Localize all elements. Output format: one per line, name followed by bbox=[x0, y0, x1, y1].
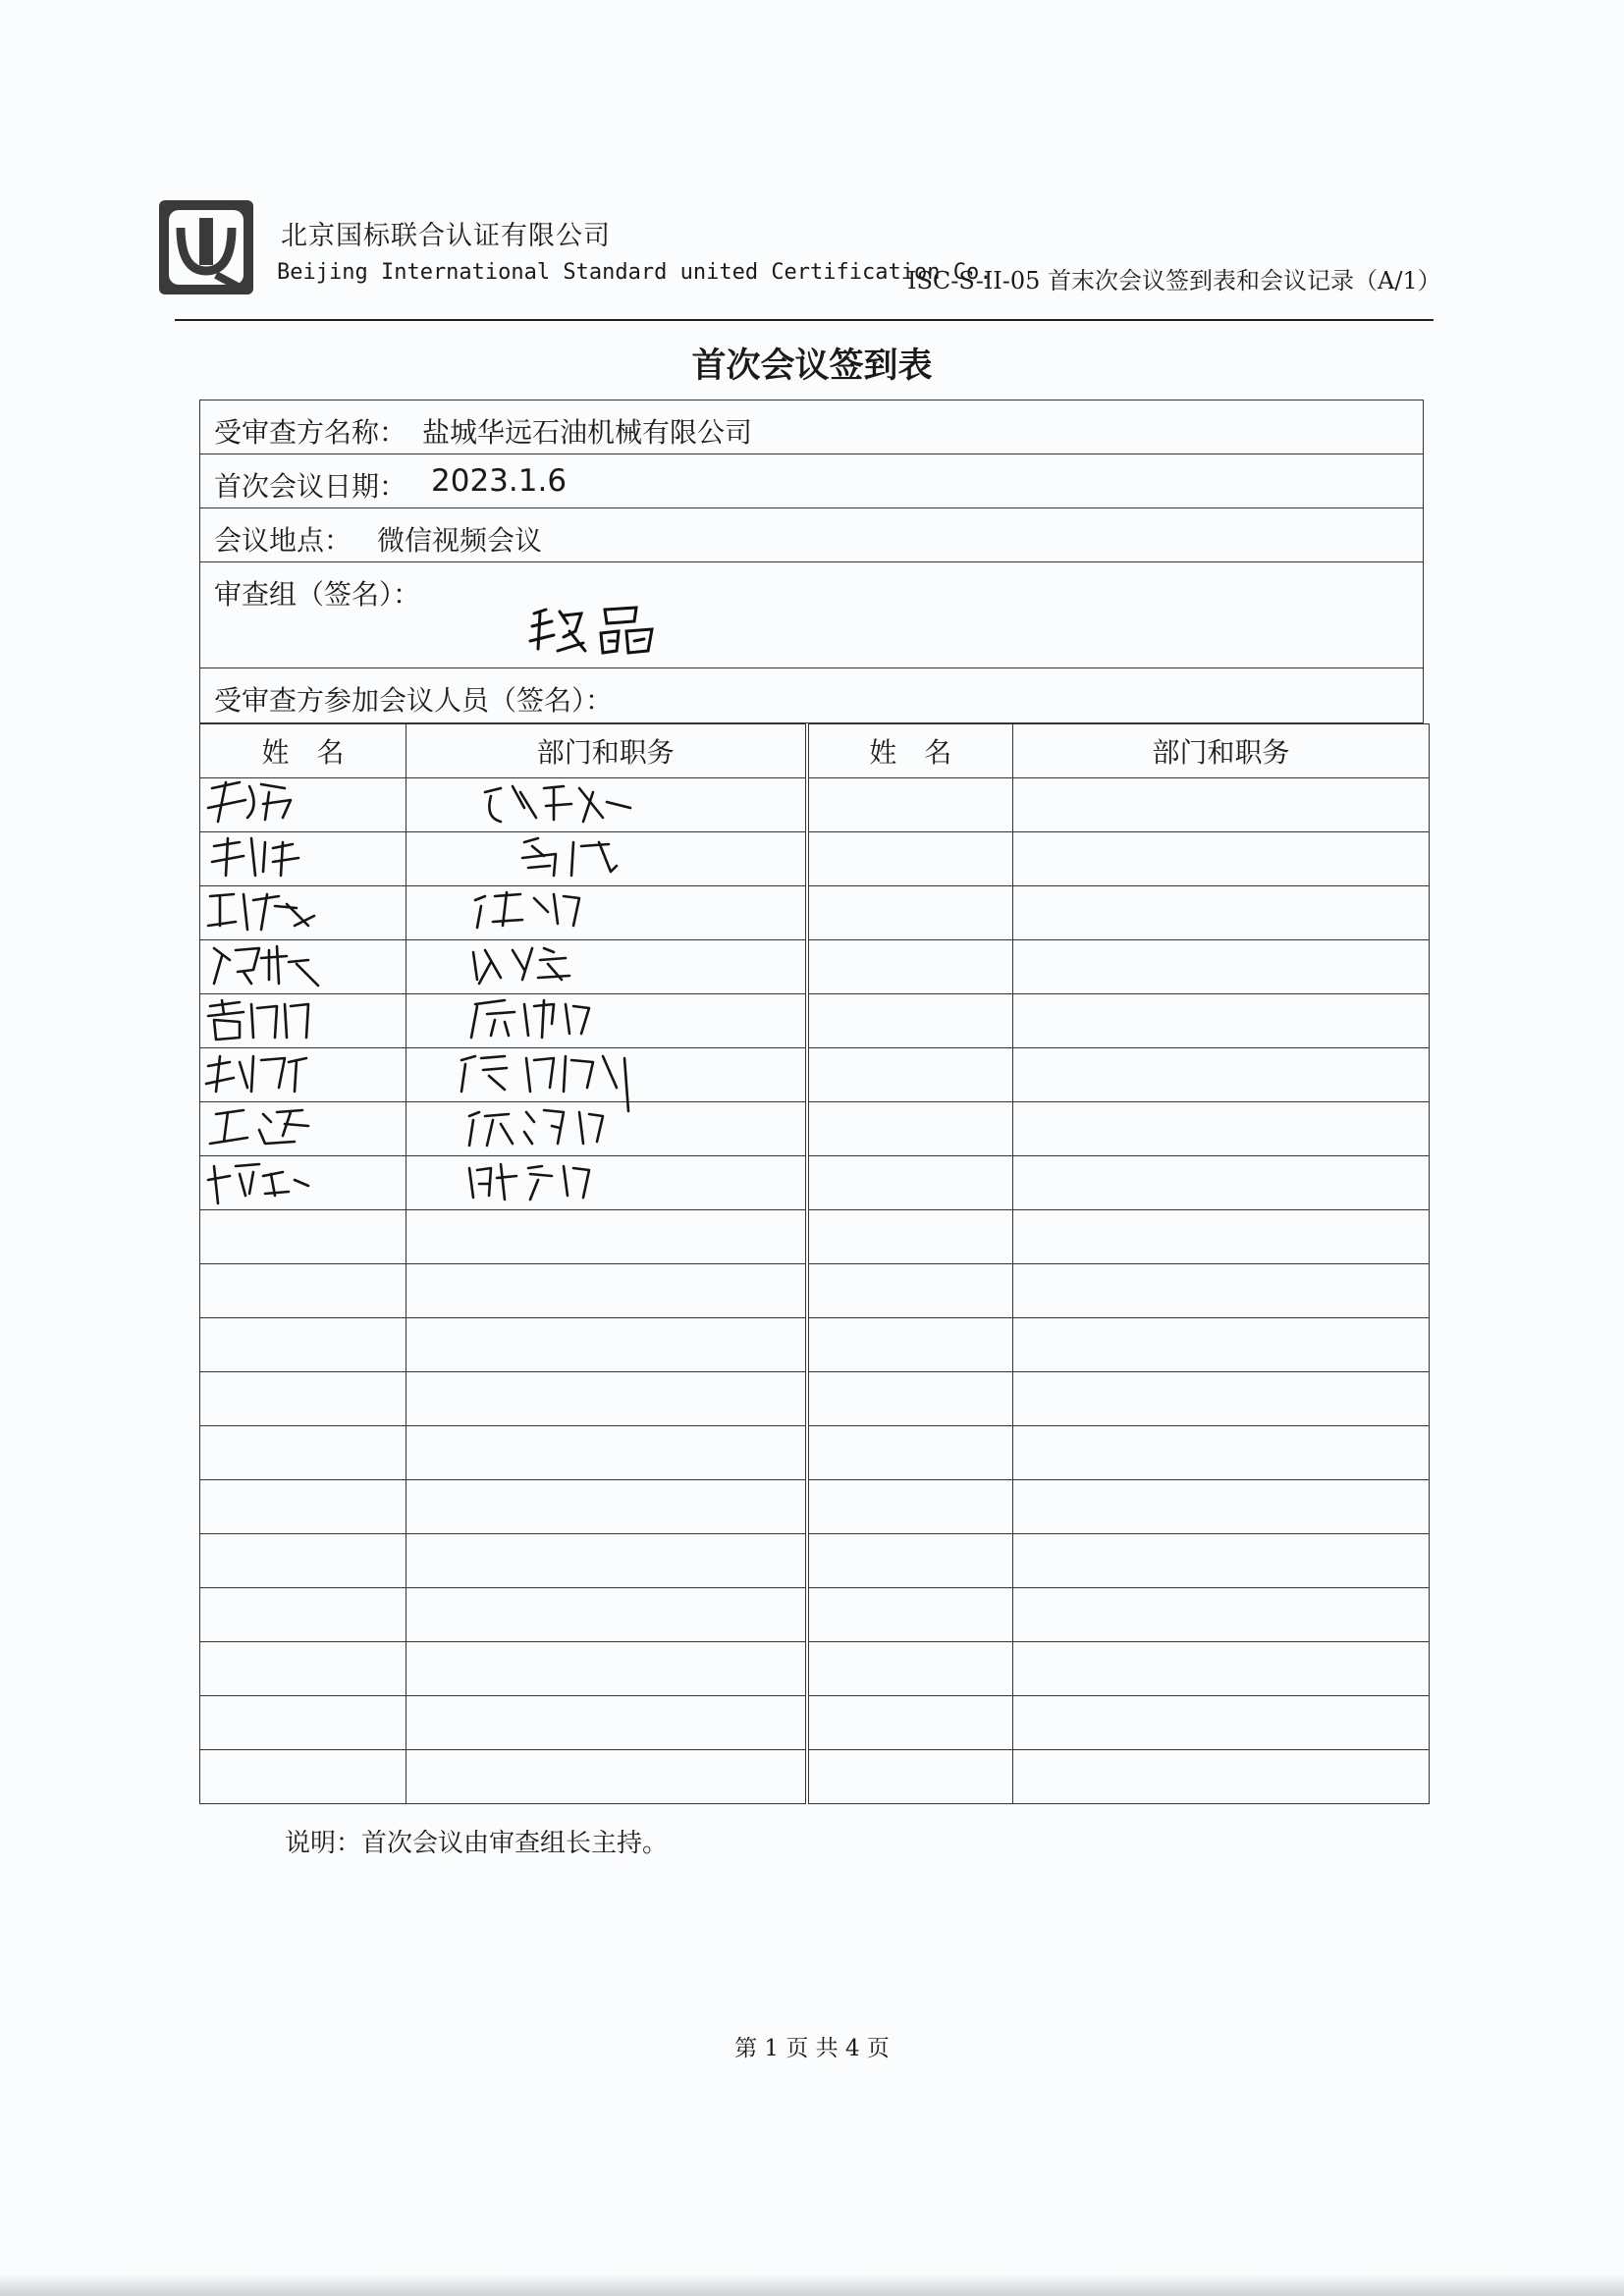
handwritten-dept-signature bbox=[406, 1156, 807, 1209]
name-cell-right bbox=[807, 1642, 1013, 1696]
name-cell bbox=[200, 1210, 406, 1264]
dept-cell-right bbox=[1013, 1534, 1430, 1588]
table-row bbox=[200, 1696, 1430, 1750]
table-row bbox=[200, 1642, 1430, 1696]
handwritten-name-signature bbox=[200, 1048, 406, 1101]
audit-team-row bbox=[200, 562, 1423, 668]
dept-cell bbox=[406, 1696, 807, 1750]
handwritten-name-signature bbox=[200, 940, 406, 993]
name-cell-right bbox=[807, 1750, 1013, 1804]
name-cell bbox=[200, 940, 406, 994]
name-cell bbox=[200, 1372, 406, 1426]
name-cell bbox=[200, 778, 406, 832]
name-cell bbox=[200, 1048, 406, 1102]
dept-cell-right bbox=[1013, 1156, 1430, 1210]
audit-team-signature bbox=[524, 602, 681, 661]
table-header-row bbox=[200, 724, 1430, 778]
dept-cell-right bbox=[1013, 1750, 1430, 1804]
dept-cell bbox=[406, 1156, 807, 1210]
handwritten-name-signature bbox=[200, 1156, 406, 1209]
table-row bbox=[200, 940, 1430, 994]
dept-cell bbox=[406, 1048, 807, 1102]
name-cell bbox=[200, 1696, 406, 1750]
table-row bbox=[200, 994, 1430, 1048]
name-cell bbox=[200, 1156, 406, 1210]
dept-cell bbox=[406, 1426, 807, 1480]
table-row bbox=[200, 1480, 1430, 1534]
company-name-en: Beijing International Standard united Certification Co. bbox=[277, 260, 993, 285]
name-cell bbox=[200, 1588, 406, 1642]
attendance-table bbox=[199, 723, 1430, 1804]
dept-cell bbox=[406, 778, 807, 832]
dept-cell bbox=[406, 1210, 807, 1264]
name-cell bbox=[200, 1642, 406, 1696]
dept-cell-right bbox=[1013, 1210, 1430, 1264]
scan-edge bbox=[0, 2273, 1624, 2296]
table-row bbox=[200, 1210, 1430, 1264]
name-cell-right bbox=[807, 1372, 1013, 1426]
attendees-label: 受审查方参加会议人员（签名）： bbox=[214, 684, 614, 717]
header-name-left: 姓 名 bbox=[200, 724, 406, 778]
name-cell bbox=[200, 1426, 406, 1480]
name-cell-right bbox=[807, 1480, 1013, 1534]
name-cell-right bbox=[807, 1588, 1013, 1642]
location-row bbox=[200, 508, 1423, 562]
dept-cell-right bbox=[1013, 994, 1430, 1048]
location-label: 会议地点： bbox=[214, 524, 352, 557]
dept-cell bbox=[406, 1264, 807, 1318]
table-row bbox=[200, 1372, 1430, 1426]
dept-cell bbox=[406, 940, 807, 994]
table-row bbox=[200, 1534, 1430, 1588]
date-row bbox=[200, 454, 1423, 508]
dept-cell bbox=[406, 1588, 807, 1642]
attendees-row bbox=[200, 668, 1423, 722]
dept-cell-right bbox=[1013, 832, 1430, 886]
note-text: 说明：首次会议由审查组长主持。 bbox=[285, 1829, 669, 1858]
handwritten-name-signature bbox=[200, 1102, 406, 1155]
dept-cell-right bbox=[1013, 1426, 1430, 1480]
handwritten-dept-signature bbox=[406, 940, 807, 993]
date-value: 2023.1.6 bbox=[431, 463, 568, 499]
dept-cell-right bbox=[1013, 1588, 1430, 1642]
handwritten-dept-signature bbox=[406, 1048, 807, 1101]
handwritten-dept-signature bbox=[406, 886, 807, 939]
auditee-label: 受审查方名称： bbox=[214, 416, 407, 449]
name-cell-right bbox=[807, 1426, 1013, 1480]
dept-cell-right bbox=[1013, 1480, 1430, 1534]
form-title: 首次会议签到表 bbox=[691, 347, 933, 386]
dept-cell-right bbox=[1013, 1048, 1430, 1102]
dept-cell-right bbox=[1013, 1264, 1430, 1318]
dept-cell bbox=[406, 1102, 807, 1156]
dept-cell bbox=[406, 1750, 807, 1804]
auditee-value: 盐城华远石油机械有限公司 bbox=[422, 416, 753, 449]
table-row bbox=[200, 1102, 1430, 1156]
name-cell bbox=[200, 886, 406, 940]
header-divider bbox=[175, 319, 1434, 321]
name-cell bbox=[200, 1534, 406, 1588]
name-cell-right bbox=[807, 994, 1013, 1048]
header-dept-right: 部门和职务 bbox=[1013, 724, 1430, 778]
name-cell-right bbox=[807, 1264, 1013, 1318]
name-cell-right bbox=[807, 1156, 1013, 1210]
table-row bbox=[200, 1318, 1430, 1372]
table-row bbox=[200, 832, 1430, 886]
dept-cell bbox=[406, 1480, 807, 1534]
handwritten-name-signature bbox=[200, 994, 406, 1047]
dept-cell-right bbox=[1013, 778, 1430, 832]
bisc-logo-icon bbox=[157, 198, 255, 296]
dept-cell-right bbox=[1013, 1318, 1430, 1372]
name-cell-right bbox=[807, 832, 1013, 886]
dept-cell bbox=[406, 1642, 807, 1696]
dept-cell bbox=[406, 886, 807, 940]
location-value: 微信视频会议 bbox=[377, 524, 543, 557]
header-dept-left: 部门和职务 bbox=[406, 724, 807, 778]
handwritten-dept-signature bbox=[406, 1102, 807, 1155]
name-cell bbox=[200, 994, 406, 1048]
table-row bbox=[200, 1048, 1430, 1102]
audit-team-label: 审查组（签名）： bbox=[214, 578, 421, 611]
dept-cell-right bbox=[1013, 1102, 1430, 1156]
auditee-row bbox=[200, 400, 1423, 454]
meeting-info-box bbox=[199, 400, 1424, 723]
dept-cell-right bbox=[1013, 1642, 1430, 1696]
name-cell-right bbox=[807, 940, 1013, 994]
dept-cell-right bbox=[1013, 1696, 1430, 1750]
name-cell-right bbox=[807, 1318, 1013, 1372]
name-cell-right bbox=[807, 1102, 1013, 1156]
handwritten-name-signature bbox=[200, 832, 406, 885]
name-cell-right bbox=[807, 1210, 1013, 1264]
name-cell-right bbox=[807, 886, 1013, 940]
table-row bbox=[200, 1426, 1430, 1480]
page-footer: 第 1 页 共 4 页 bbox=[734, 2036, 890, 2061]
name-cell bbox=[200, 1318, 406, 1372]
table-row bbox=[200, 1588, 1430, 1642]
dept-cell-right bbox=[1013, 1372, 1430, 1426]
handwritten-dept-signature bbox=[406, 832, 807, 885]
company-name-cn: 北京国标联合认证有限公司 bbox=[281, 221, 611, 251]
handwritten-dept-signature bbox=[406, 778, 807, 831]
dept-cell-right bbox=[1013, 886, 1430, 940]
table-row bbox=[200, 886, 1430, 940]
name-cell bbox=[200, 1750, 406, 1804]
name-cell-right bbox=[807, 778, 1013, 832]
table-row bbox=[200, 1264, 1430, 1318]
document-code: ISC-S-II-05 首末次会议签到表和会议记录（A/1） bbox=[907, 267, 1441, 294]
date-label: 首次会议日期： bbox=[214, 470, 407, 503]
dept-cell bbox=[406, 1534, 807, 1588]
table-row bbox=[200, 778, 1430, 832]
handwritten-name-signature bbox=[200, 886, 406, 939]
dept-cell bbox=[406, 1372, 807, 1426]
name-cell-right bbox=[807, 1534, 1013, 1588]
name-cell-right bbox=[807, 1696, 1013, 1750]
dept-cell-right bbox=[1013, 940, 1430, 994]
name-cell bbox=[200, 1264, 406, 1318]
name-cell-right bbox=[807, 1048, 1013, 1102]
handwritten-name-signature bbox=[200, 778, 406, 831]
name-cell bbox=[200, 1102, 406, 1156]
dept-cell bbox=[406, 1318, 807, 1372]
name-cell bbox=[200, 832, 406, 886]
dept-cell bbox=[406, 832, 807, 886]
name-cell bbox=[200, 1480, 406, 1534]
table-row bbox=[200, 1750, 1430, 1804]
dept-cell bbox=[406, 994, 807, 1048]
handwritten-dept-signature bbox=[406, 994, 807, 1047]
table-row bbox=[200, 1156, 1430, 1210]
header-name-right: 姓 名 bbox=[807, 724, 1013, 778]
